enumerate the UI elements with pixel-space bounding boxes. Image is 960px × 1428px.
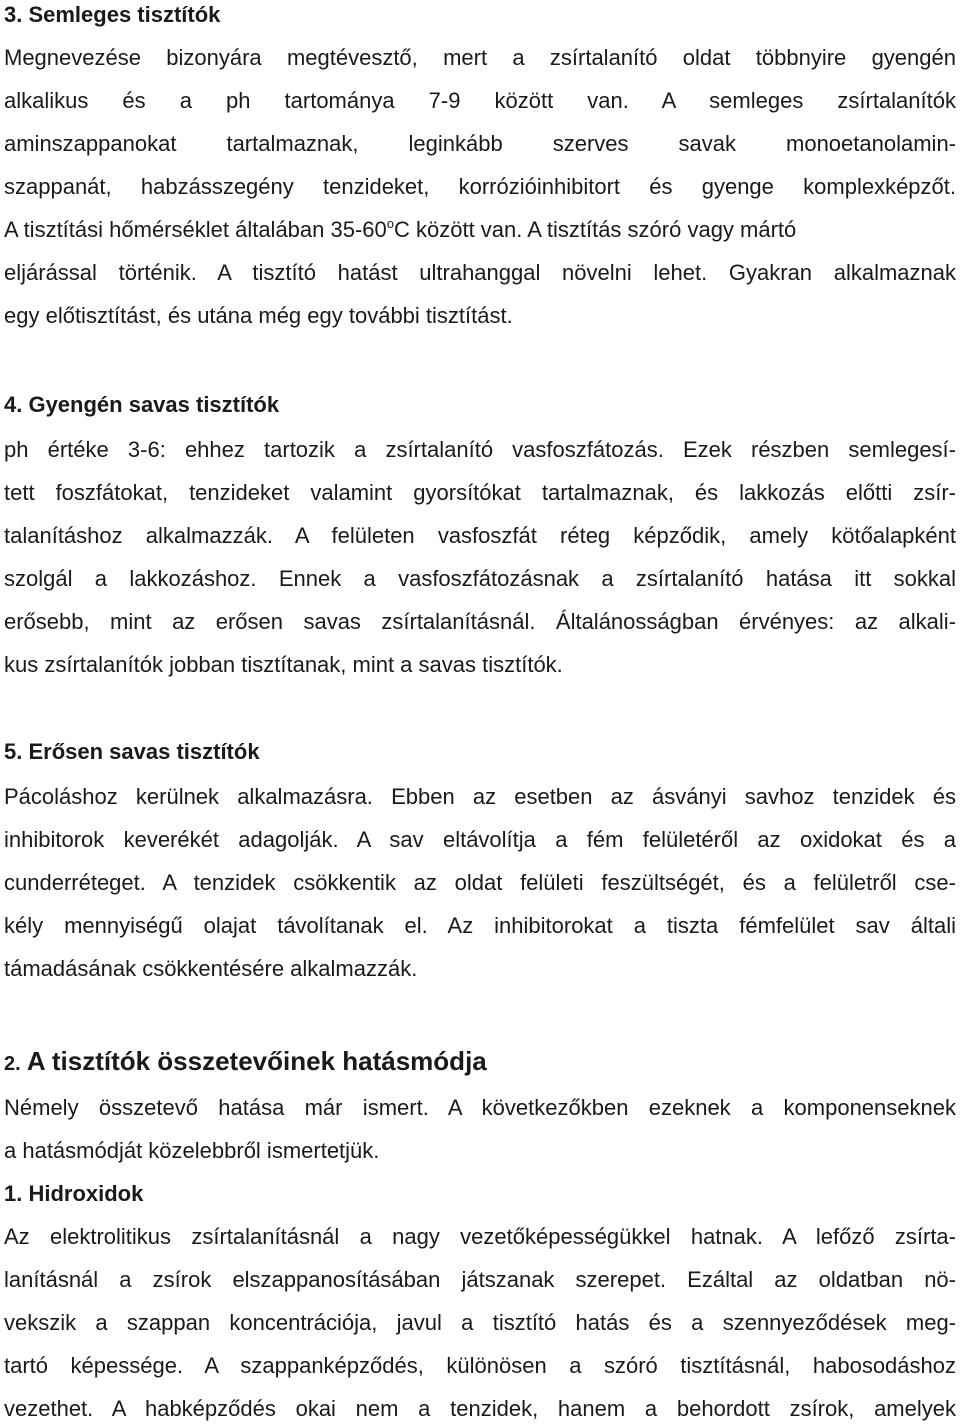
paragraph-line: tartó képessége. A szappanképződés, különösen a szóró tisztításnál, habosodáshoz — [4, 1353, 956, 1378]
paragraph-line: kus zsírtalanítók jobban tisztítanak, mint a savas tisztítók. — [4, 652, 563, 677]
paragraph-line: eljárással történik. A tisztító hatást ultrahanggal növelni lehet. Gyakran alkalmaznak — [4, 260, 956, 285]
paragraph-line: Az elektrolitikus zsírtalanításnál a nagy vezetőképességükkel hatnak. A lefőző zsírta- — [4, 1224, 956, 1249]
paragraph-line: talanításhoz alkalmazzák. A felületen vasfoszfát réteg képződik, amely kötőalapként — [4, 523, 956, 548]
chapter-heading — [4, 1043, 956, 1079]
paragraph-line: a hatásmódját közelebbről ismertetjük. — [4, 1138, 380, 1163]
degree-superscript: o — [386, 216, 394, 231]
section-heading: 4. Gyengén savas tisztítók — [4, 392, 280, 417]
chapter-number: 2. — [4, 1053, 21, 1075]
paragraph-line: vezethet. A habképződés okai nem a tenzidek, hanem a behordott zsírok, amelyek — [4, 1396, 956, 1421]
paragraph-line: ph értéke 3-6: ehhez tartozik a zsírtalanító vasfoszfátozás. Ezek részben semlegesí- — [4, 437, 956, 462]
paragraph-line: lanításnál a zsírok elszappanosításában játszanak szerepet. Ezáltal az oldatban nö- — [4, 1267, 956, 1292]
paragraph-line: szolgál a lakkozáshoz. Ennek a vasfoszfátozásnak a zsírtalanító hatása itt sokkal — [4, 566, 956, 591]
paragraph-line: Pácoláshoz kerülnek alkalmazásra. Ebben az esetben az ásványi savhoz tenzidek és — [4, 784, 956, 809]
paragraph-line: cunderréteget. A tenzidek csökkentik az oldat felületi feszültségét, és a felületről cse- — [4, 870, 956, 895]
paragraph-line: Megnevezése bizonyára megtévesztő, mert a zsírtalanító oldat többnyire gyengén — [4, 45, 956, 70]
paragraph-line: kély mennyiségű olajat távolítanak el. Az inhibitorokat a tiszta fémfelület sav általi — [4, 913, 956, 938]
temperature-text-after: C között van. A tisztítás szóró vagy mártó — [394, 217, 797, 242]
paragraph-line: inhibitorok keverékét adagolják. A sav eltávolítja a fém felületéről az oxidokat és a — [4, 827, 956, 852]
paragraph-line: tett foszfátokat, tenzideket valamint gyorsítókat tartalmaznak, és lakkozás előtti zsír- — [4, 480, 956, 505]
temperature-text-before: A tisztítási hőmérséklet általában 35-60 — [4, 217, 387, 242]
paragraph-line: aminszappanokat tartalmaznak, leginkább szerves savak monoetanolamin- — [4, 131, 956, 156]
paragraph-line: szappanát, habzásszegény tenzideket, korrózióinhibitort és gyenge komplexképzőt. — [4, 174, 956, 199]
section-heading: 1. Hidroxidok — [4, 1181, 144, 1206]
temperature-line — [4, 215, 956, 245]
section-heading: 3. Semleges tisztítók — [4, 2, 221, 27]
paragraph-line: egy előtisztítást, és utána még egy további tisztítást. — [4, 303, 513, 328]
paragraph-line: Némely összetevő hatása már ismert. A következőkben ezeknek a komponenseknek — [4, 1095, 956, 1120]
section-heading: 5. Erősen savas tisztítók — [4, 739, 260, 764]
paragraph-line: támadásának csökkentésére alkalmazzák. — [4, 956, 418, 981]
paragraph-line: erősebb, mint az erősen savas zsírtalanításnál. Általánosságban érvényes: az alkali- — [4, 609, 956, 634]
chapter-title: A tisztítók összetevőinek hatásmódja — [26, 1046, 487, 1076]
paragraph-line: vekszik a szappan koncentrációja, javul a tisztító hatás és a szennyeződések meg- — [4, 1310, 956, 1335]
paragraph-line: alkalikus és a ph tartománya 7-9 között van. A semleges zsírtalanítók — [4, 88, 956, 113]
